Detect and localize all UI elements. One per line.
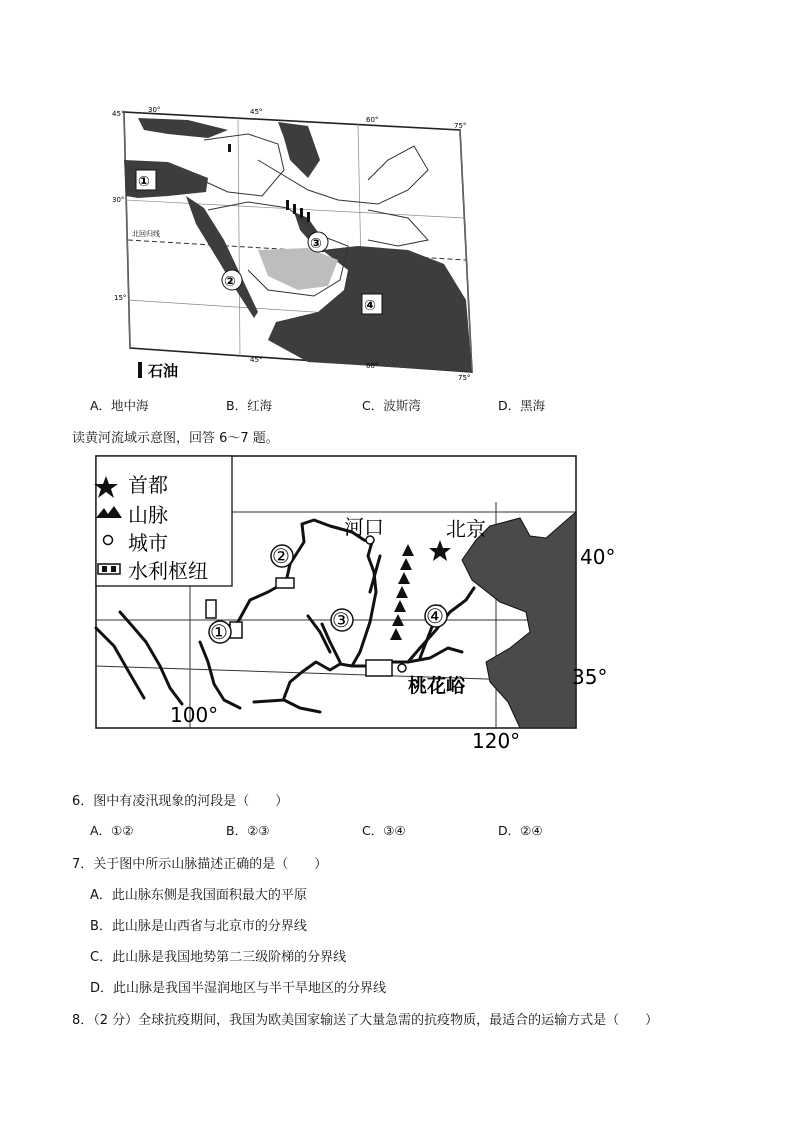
lat-label-45: 45° <box>112 110 125 118</box>
q6-option-a[interactable]: A．①② <box>90 823 134 838</box>
place-taohuayu: 桃花峪 <box>408 675 466 697</box>
q6-option-c[interactable]: C．③④ <box>362 823 406 838</box>
lon-label-100: 100° <box>170 703 219 727</box>
lon-label-120: 120° <box>472 729 521 752</box>
q8-stem: 8．（2 分）全球抗疫期间，我国为欧美国家输送了大量急需的抗疫物质，最适合的运输方式是（ ） <box>72 1013 659 1028</box>
lon-label-60: 60° <box>366 116 379 124</box>
circle-icon <box>104 536 113 545</box>
q6-stem: 6．图中有凌汛现象的河段是（ ） <box>72 794 289 809</box>
q5-option-c[interactable]: C．波斯湾 <box>362 398 421 413</box>
lon-label-75: 75° <box>454 122 467 130</box>
marker-3: ③ <box>310 236 322 252</box>
q5-option-a[interactable]: A．地中海 <box>90 398 149 413</box>
place-beijing: 北京 <box>446 517 486 541</box>
lat-label-30: 30° <box>112 196 125 204</box>
lon-label-60-bottom: 60° <box>366 362 379 370</box>
marker-1: ① <box>138 174 150 190</box>
lon-label-45-bottom: 45° <box>250 356 263 364</box>
q5-option-d[interactable]: D．黑海 <box>498 398 546 413</box>
q6-option-b[interactable]: B．②③ <box>226 823 270 838</box>
q5-option-b[interactable]: B．红海 <box>226 398 273 413</box>
q7-option-b[interactable]: B．此山脉是山西省与北京市的分界线 <box>90 919 307 934</box>
middle-east-map <box>108 100 488 385</box>
q7-option-c[interactable]: C．此山脉是我国地势第二三级阶梯的分界线 <box>90 950 347 965</box>
legend-mountain: 山脉 <box>128 503 168 527</box>
lat-label-15: 15° <box>114 294 127 302</box>
lon-label-30: 30° <box>148 106 161 114</box>
marker-4: ④ <box>364 298 376 314</box>
lon-label-45: 45° <box>250 108 263 116</box>
q6-option-d[interactable]: D．②④ <box>498 823 543 838</box>
river-marker-1: ① <box>210 620 228 644</box>
river-marker-2: ② <box>272 544 290 568</box>
legend-oil-label: 石油 <box>148 362 179 380</box>
q7-option-d[interactable]: D．此山脉是我国半湿润地区与半干旱地区的分界线 <box>90 981 387 996</box>
oil-icon <box>138 362 142 378</box>
river-marker-3: ③ <box>332 608 350 632</box>
legend-capital: 首都 <box>128 473 168 497</box>
q7-stem: 7．关于图中所示山脉描述正确的是（ ） <box>72 857 328 872</box>
lat-label-40: 40° <box>580 545 616 569</box>
legend-dam: 水利枢纽 <box>128 559 208 583</box>
legend-city: 城市 <box>128 531 168 555</box>
river-marker-4: ④ <box>426 604 444 628</box>
dam-icon <box>98 564 120 574</box>
yellow-river-map <box>90 452 620 752</box>
lon-label-75-bottom: 75° <box>458 374 471 382</box>
marker-2: ② <box>224 274 236 290</box>
lat-label-35: 35° <box>572 665 608 689</box>
tropic-label: 北回归线 <box>132 230 160 238</box>
intro-text: 读黄河流域示意图，回答 6～7 题。 <box>72 431 279 446</box>
q7-option-a[interactable]: A．此山脉东侧是我国面积最大的平原 <box>90 888 307 903</box>
place-hekou: 河口 <box>344 515 384 539</box>
